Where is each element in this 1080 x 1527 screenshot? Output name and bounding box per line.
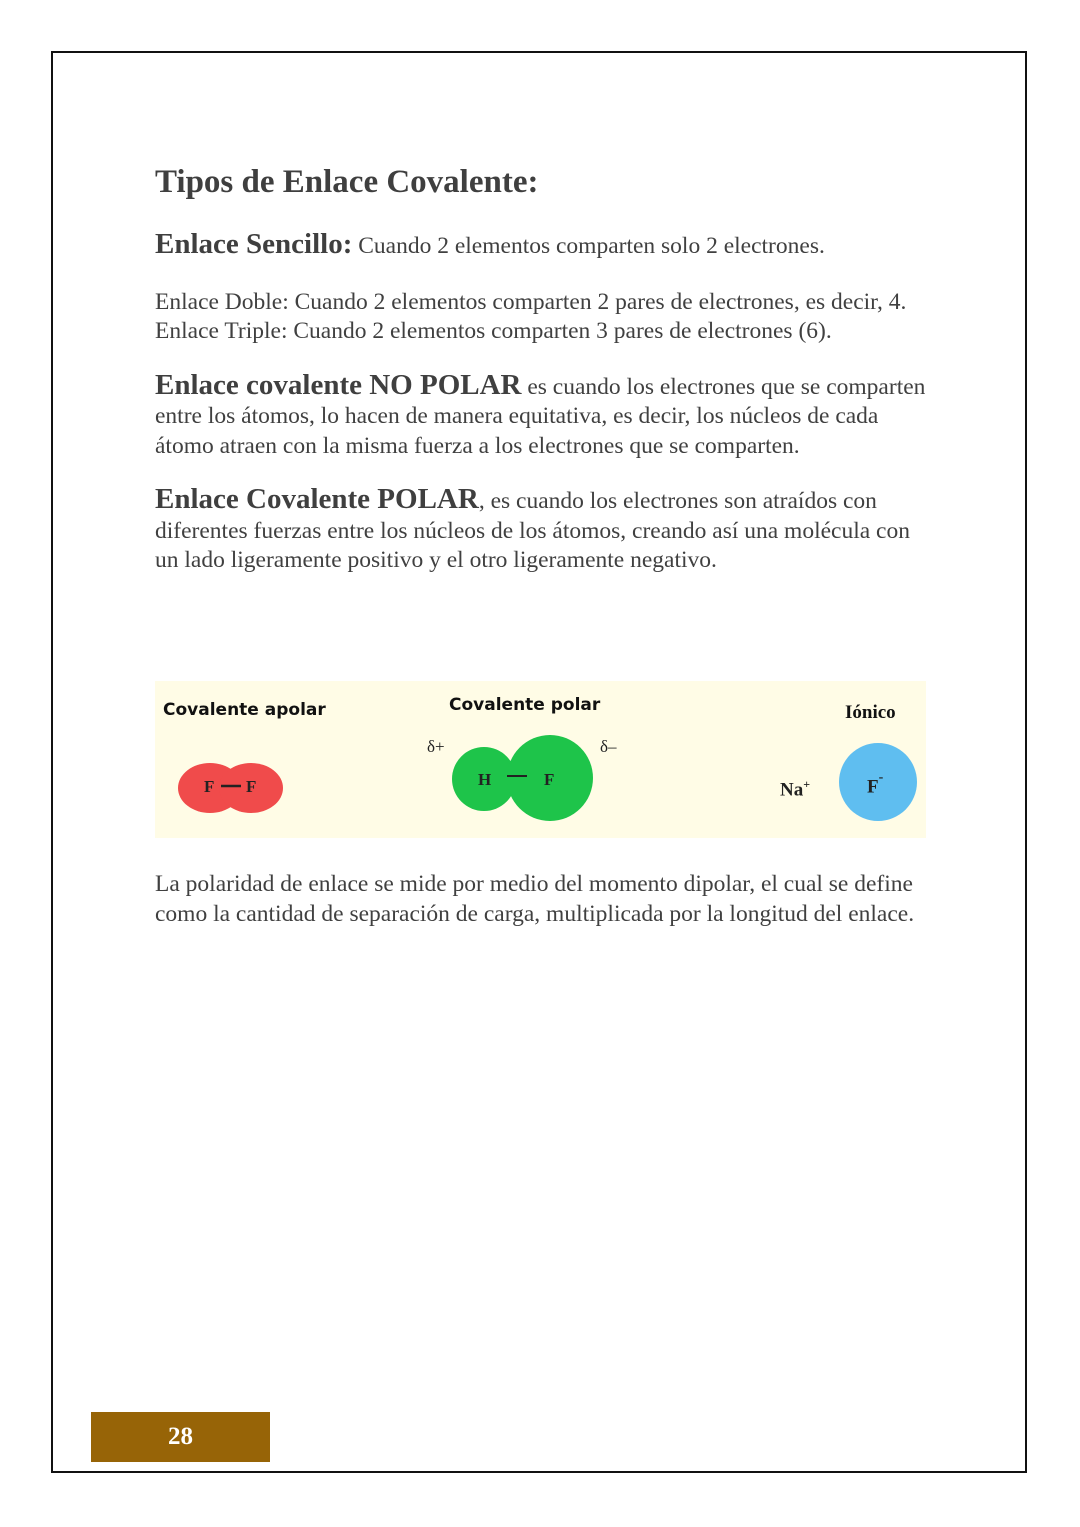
enlace-sencillo-text: Cuando 2 elementos comparten solo 2 electrones. xyxy=(352,233,825,259)
polar-atom2-label: F xyxy=(544,770,555,789)
cation-charge: + xyxy=(803,777,811,791)
ionic-title: Iónico xyxy=(845,702,896,723)
apolar-atom1-label: F xyxy=(204,777,215,796)
cation-symbol: Na xyxy=(780,779,804,801)
paragraph-enlace-triple: Enlace Triple: Cuando 2 elementos comparten 3 pares de electrones (6). xyxy=(155,318,832,344)
no-polar-label: Enlace covalente NO POLAR xyxy=(155,368,522,401)
polar-atom1-label: H xyxy=(478,770,492,789)
no-polar-text: es cuando los electrones que se comparten entre los átomos, lo hacen de manera equitativa, es decir, los núcleos de cada átomo atraen con la misma fuerza a los electrones que se comparten. xyxy=(155,373,926,459)
enlace-sencillo-label: Enlace Sencillo: xyxy=(155,228,353,260)
paragraph-polar xyxy=(155,485,935,576)
paragraph-no-polar xyxy=(155,368,935,462)
polar-text: , es cuando los electrones son atraídos con diferentes fuerzas entre los núcleos de los átomos, creando así una molécula con un lado ligeramente positivo y el otro ligeramente negativo. xyxy=(155,488,910,573)
page-title: Tipos de Enlace Covalente: xyxy=(155,164,539,200)
polar-label: Enlace Covalente POLAR xyxy=(155,483,479,515)
page-number: 28 xyxy=(91,1412,270,1462)
anion-label xyxy=(867,770,884,798)
apolar-title: Covalente apolar xyxy=(163,700,326,720)
anion-symbol: F xyxy=(867,776,879,798)
main-content xyxy=(155,160,935,576)
polar-molecule-graphic xyxy=(451,735,597,823)
anion-charge: - xyxy=(878,770,884,785)
cation-label xyxy=(780,777,810,801)
bond-types-diagram xyxy=(155,681,926,838)
apolar-molecule-graphic xyxy=(177,761,287,815)
delta-plus-label: δ+ xyxy=(427,737,445,756)
paragraph-enlace-sencillo xyxy=(155,230,935,262)
delta-minus-label: δ– xyxy=(600,737,617,756)
apolar-atom2-label: F xyxy=(246,777,257,796)
polar-title: Covalente polar xyxy=(449,695,601,715)
paragraph-momento-dipolar: La polaridad de enlace se mide por medio del momento dipolar, el cual se define como la cantidad de separación de carga, multiplicada por la longitud del enlace. xyxy=(155,871,915,927)
paragraph-enlace-doble: Enlace Doble: Cuando 2 elementos comparten 2 pares de electrones, es decir, 4. xyxy=(155,288,907,315)
